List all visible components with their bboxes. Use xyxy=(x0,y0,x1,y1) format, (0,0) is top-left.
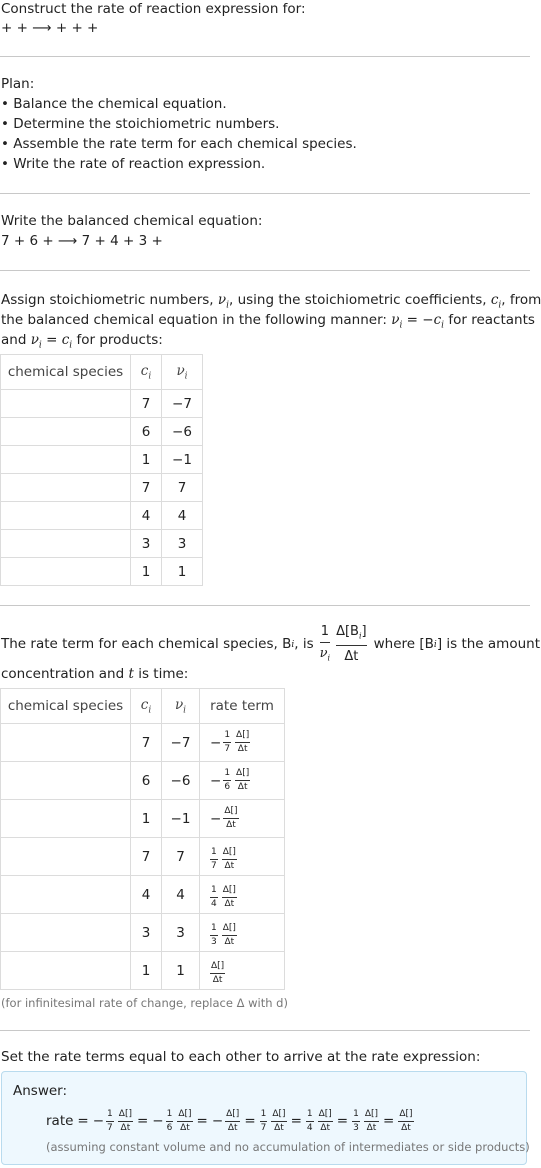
species-cell xyxy=(1,800,131,838)
plan-title: Plan: xyxy=(1,76,35,92)
rate-term-cell xyxy=(200,952,285,990)
minus-sign: − xyxy=(211,1113,224,1129)
ci-cell: 1 xyxy=(131,952,162,990)
minus-sign: − xyxy=(92,1113,105,1129)
coefficient-fraction: $\frac{1}{7}$ xyxy=(224,730,231,754)
nui-cell: 3 xyxy=(162,530,203,558)
ci-cell: 3 xyxy=(131,530,162,558)
divider xyxy=(0,605,530,606)
species-cell xyxy=(1,724,131,762)
delta-fraction: $\frac{\Delta[]}{\Delta t}$ xyxy=(118,1108,132,1133)
stoich-intro-line2: the balanced chemical equation in the following manner: $\nu_i = -c_i$ for reactants xyxy=(1,312,535,331)
one-over-nu-fraction: $\frac{1}{\nu_i}$ xyxy=(319,624,331,663)
plan-step: • Balance the chemical equation. xyxy=(1,96,227,112)
balanced-equation: 7 + 6 + ⟶ 7 + 4 + 3 + xyxy=(1,233,163,249)
divider xyxy=(0,1030,530,1031)
rate-term-cell xyxy=(200,762,285,800)
rate-expression xyxy=(46,1104,414,1138)
coefficient-fraction: $\frac{1}{4}$ xyxy=(306,1108,313,1133)
nui-cell: −1 xyxy=(162,446,203,474)
minus-sign: − xyxy=(210,810,222,827)
equals-sign: = xyxy=(383,1113,395,1129)
rate-term xyxy=(93,1110,133,1133)
rate-term xyxy=(352,1110,379,1133)
delta-fraction: $\frac{\Delta[]}{\Delta t}$ xyxy=(222,923,236,947)
equals-sign: = xyxy=(136,1113,149,1129)
nui-cell: 7 xyxy=(162,474,203,502)
coefficient-fraction: $\frac{1}{7}$ xyxy=(260,1108,267,1133)
divider xyxy=(0,193,530,194)
table-row xyxy=(1,558,203,586)
nui-cell: −6 xyxy=(162,418,203,446)
header-ci: $c_i$ xyxy=(131,355,162,390)
delta-fraction: $\frac{\Delta[]}{\Delta t}$ xyxy=(318,1108,332,1133)
coefficient-fraction: $\frac{1}{6}$ xyxy=(224,768,231,792)
ci-cell: 1 xyxy=(131,446,162,474)
rate-term xyxy=(398,1110,413,1133)
header-nui: $\nu_i$ xyxy=(162,689,200,724)
nui-cell: 4 xyxy=(162,502,203,530)
ci-cell: 4 xyxy=(131,502,162,530)
ci-cell: 3 xyxy=(131,914,162,952)
table-row xyxy=(1,530,203,558)
table-row xyxy=(1,876,285,914)
table-row xyxy=(1,474,203,502)
coefficient-fraction: $\frac{1}{7}$ xyxy=(107,1108,113,1133)
coefficient-fraction: $\frac{1}{6}$ xyxy=(166,1108,173,1133)
nui-cell: −7 xyxy=(162,724,200,762)
nui-cell: −7 xyxy=(162,390,203,418)
stoich-intro-line3: and $\nu_i = c_i$ for products: xyxy=(1,332,163,351)
coefficient-fraction: $\frac{1}{3}$ xyxy=(353,1108,359,1133)
table-row xyxy=(1,952,285,990)
table-row xyxy=(1,390,203,418)
delta-b-over-delta-t-fraction: $\frac{\Delta[B_i]}{\Delta t}$ xyxy=(336,624,367,664)
ci-cell: 6 xyxy=(131,418,162,446)
delta-fraction: $\frac{\Delta[]}{\Delta t}$ xyxy=(226,1108,240,1133)
problem-title: Construct the rate of reaction expression for: xyxy=(1,1,306,17)
nui-cell: 4 xyxy=(162,876,200,914)
header-ci: $c_i$ xyxy=(131,689,162,724)
delta-fraction: $\frac{\Delta[]}{\Delta t}$ xyxy=(224,806,238,830)
stoich-table xyxy=(0,354,203,586)
species-cell xyxy=(1,952,131,990)
delta-fraction: $\frac{\Delta[]}{\Delta t}$ xyxy=(364,1108,379,1133)
ci-cell: 7 xyxy=(131,390,162,418)
divider xyxy=(0,56,530,57)
ci-cell: 4 xyxy=(131,876,162,914)
delta-fraction: $\frac{\Delta[]}{\Delta t}$ xyxy=(272,1108,286,1133)
nui-cell: 1 xyxy=(162,952,200,990)
nui-cell: 7 xyxy=(162,838,200,876)
coefficient-fraction: $\frac{1}{3}$ xyxy=(211,923,217,947)
rate-term xyxy=(306,1110,333,1133)
table-row xyxy=(1,446,203,474)
balanced-title: Write the balanced chemical equation: xyxy=(1,213,263,229)
table-row xyxy=(1,800,285,838)
equals-sign: = xyxy=(196,1113,208,1129)
equals-sign: = xyxy=(336,1113,349,1129)
header-species: chemical species xyxy=(1,689,131,724)
plan-step: • Write the rate of reaction expression. xyxy=(1,156,266,172)
rate-term-intro-line1: The rate term for each chemical species, B i , is $\frac{1}{\nu_i}$ $\frac{\Delta[B_i]}{\Delta t}$ where [B i ] is the amount xyxy=(1,624,540,664)
rate-term-cell xyxy=(200,876,285,914)
species-cell xyxy=(1,762,131,800)
header-nui: $\nu_i$ xyxy=(162,355,203,390)
answer-label: Answer: xyxy=(13,1083,68,1099)
minus-sign: − xyxy=(210,772,222,789)
rate-term xyxy=(260,1110,287,1133)
nui-cell: 1 xyxy=(162,558,203,586)
table-row xyxy=(1,762,285,800)
table-row xyxy=(1,724,285,762)
nui-cell: −6 xyxy=(162,762,200,800)
divider xyxy=(0,270,530,271)
delta-fraction: $\frac{\Delta[]}{\Delta t}$ xyxy=(236,730,250,754)
rate-term-table xyxy=(0,688,285,990)
rate-term-intro-line2: concentration and t is time: xyxy=(1,666,189,682)
rate-term-cell xyxy=(200,800,285,838)
header-rate-term: rate term xyxy=(200,689,285,724)
species-cell xyxy=(1,876,131,914)
ci-cell: 7 xyxy=(131,838,162,876)
minus-sign: − xyxy=(210,734,222,751)
rate-term-cell xyxy=(200,914,285,952)
ci-cell: 7 xyxy=(131,474,162,502)
equals-sign: = xyxy=(244,1113,256,1129)
rate-term xyxy=(152,1110,192,1133)
table-row xyxy=(1,418,203,446)
coefficient-fraction: $\frac{1}{4}$ xyxy=(211,885,217,909)
delta-fraction: $\frac{\Delta[]}{\Delta t}$ xyxy=(222,847,236,871)
rate-term-cell xyxy=(200,724,285,762)
plan-step: • Assemble the rate term for each chemical species. xyxy=(1,136,357,152)
plan-step: • Determine the stoichiometric numbers. xyxy=(1,116,280,132)
stoich-intro-line1: Assign stoichiometric numbers, $\nu_i$, using the stoichiometric coefficients, $c_i$, from xyxy=(1,292,541,311)
nui-cell: 3 xyxy=(162,914,200,952)
ci-cell: 6 xyxy=(131,762,162,800)
coefficient-fraction: $\frac{1}{7}$ xyxy=(211,847,217,871)
equals-sign: = xyxy=(290,1113,302,1129)
nui-cell: −1 xyxy=(162,800,200,838)
infinitesimal-note: (for infinitesimal rate of change, replace Δ with d) xyxy=(1,996,288,1010)
delta-fraction: $\frac{\Delta[]}{\Delta t}$ xyxy=(399,1108,413,1133)
equals-sign: = xyxy=(77,1113,89,1129)
rate-term xyxy=(212,1110,241,1133)
species-cell xyxy=(1,838,131,876)
assumption-note: (assuming constant volume and no accumulation of intermediates or side products) xyxy=(46,1140,530,1154)
delta-fraction: $\frac{\Delta[]}{\Delta t}$ xyxy=(211,961,225,985)
ci-cell: 1 xyxy=(131,800,162,838)
table-row xyxy=(1,914,285,952)
answer-box xyxy=(1,1071,530,1165)
rate-word: rate xyxy=(46,1113,74,1129)
species-cell xyxy=(1,914,131,952)
rate-term-cell xyxy=(200,838,285,876)
delta-fraction: $\frac{\Delta[]}{\Delta t}$ xyxy=(222,885,236,909)
final-title: Set the rate terms equal to each other to arrive at the rate expression: xyxy=(1,1049,481,1065)
ci-cell: 7 xyxy=(131,724,162,762)
table-row xyxy=(1,838,285,876)
header-species: chemical species xyxy=(1,355,131,390)
ci-cell: 1 xyxy=(131,558,162,586)
reaction-equation: + + ⟶ + + + xyxy=(1,20,99,36)
delta-fraction: $\frac{\Delta[]}{\Delta t}$ xyxy=(236,768,250,792)
delta-fraction: $\frac{\Delta[]}{\Delta t}$ xyxy=(178,1108,192,1133)
minus-sign: − xyxy=(152,1113,164,1129)
table-row xyxy=(1,502,203,530)
